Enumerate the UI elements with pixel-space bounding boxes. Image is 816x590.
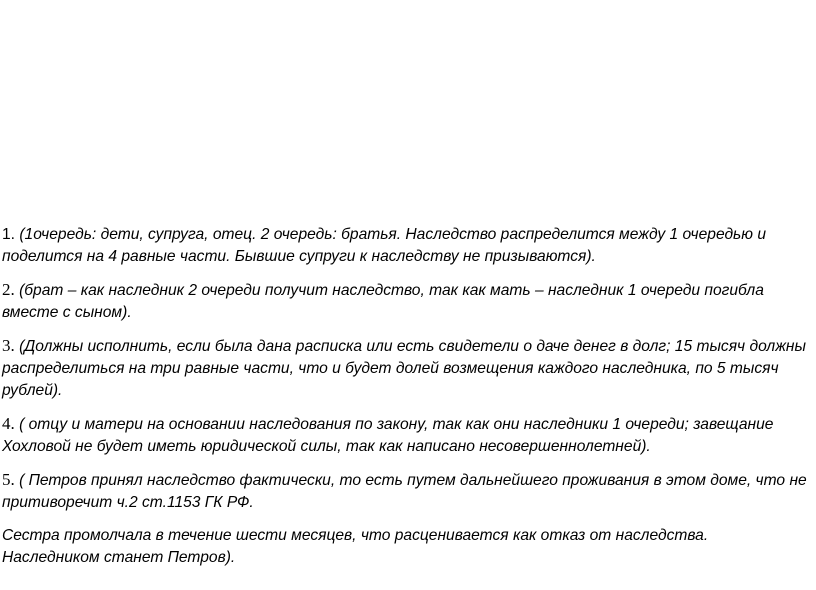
paragraph-text: Сестра промолчала в течение шести месяцев, что расценивается как отказ от наследства. Наследником станет Петров). [2, 527, 709, 566]
answer-list [2, 224, 808, 580]
answer-paragraph-6 [2, 525, 808, 569]
answer-paragraph-4 [2, 413, 808, 458]
paragraph-text: (Должны исполнить, если была дана расписка или есть свидетели о даче денег в долг; 15 тысяч должны распределиться на три равные части, что и будет долей возмещения каждого наследника, по 5 тысяч рублей). [2, 338, 806, 399]
paragraph-text: ( Петров принял наследство фактически, то есть путем дальнейшего проживания в этом доме, что не притиворечит ч.2 ст.1153 ГК РФ. [2, 472, 807, 511]
paragraph-number: 2. [2, 280, 15, 299]
answer-paragraph-3 [2, 335, 808, 402]
paragraph-text: ( отцу и матери на основании наследования по закону, так как они наследники 1 очереди; завещание Хохловой не будет иметь юридической силы, так как написано несовершеннолетней). [2, 416, 774, 455]
answer-paragraph-5 [2, 469, 808, 514]
paragraph-text: (брат – как наследник 2 очереди получит наследство, так как мать – наследник 1 очереди погибла вместе с сыном). [2, 282, 764, 321]
paragraph-text: (1очередь: дети, супруга, отец. 2 очередь: братья. Наследство распределится между 1 очередью и поделится на 4 равные части. Бывшие супруги к наследству не призываются). [2, 226, 766, 265]
paragraph-number: 3. [2, 336, 15, 355]
answer-paragraph-2 [2, 279, 808, 324]
paragraph-number: 4. [2, 414, 15, 433]
answer-paragraph-1 [2, 224, 808, 268]
paragraph-number: 5. [2, 470, 15, 489]
paragraph-number: 1. [2, 226, 16, 243]
